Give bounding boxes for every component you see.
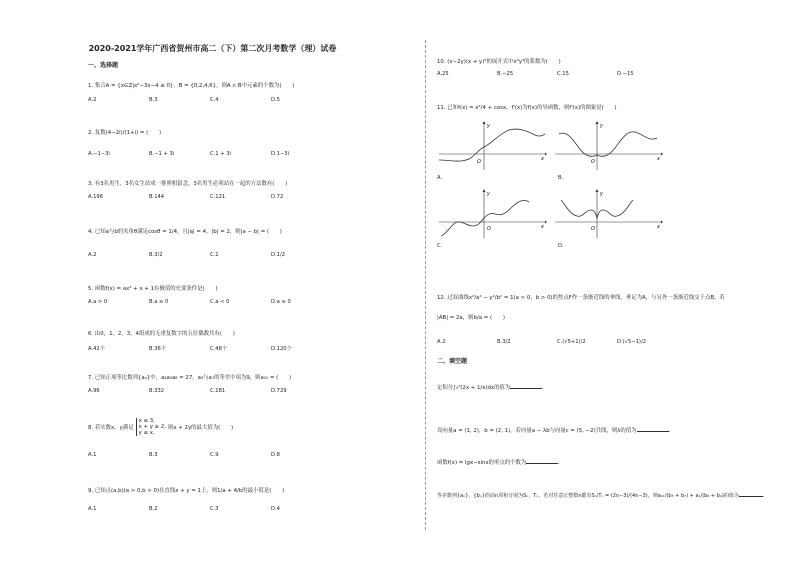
options-6 (88, 345, 332, 352)
graph-a (437, 120, 547, 172)
axis-x-label: x (657, 156, 660, 162)
inequality-2: x + y ≥ 2, (138, 424, 167, 430)
option-c[interactable]: C.(√5+1)/2 (557, 339, 586, 345)
option-c[interactable]: C.48个 (210, 346, 228, 352)
section-fill: 二、填空题 (437, 358, 468, 365)
options-10 (437, 71, 677, 77)
option-d[interactable]: D.(√5−1)/2 (617, 339, 646, 345)
section-choice: 一、选择题 (88, 62, 119, 69)
axis-x-label: x (541, 224, 544, 230)
question-3: 3. 有3名男生，3名女生站成一排照相留念，3名男生必须站在一起的方法数有( ) (88, 181, 288, 187)
question-7: 7. 已知正项等比数列{aₙ}中，a₂a₅a₈ = 27，a₃与a₇的等差中项为9，则a₁₀ = ( ) (88, 375, 292, 381)
option-d[interactable]: D.72 (271, 194, 284, 200)
options-4 (88, 252, 332, 258)
option-b[interactable]: B.144 (149, 194, 165, 200)
origin-label: O (591, 159, 595, 165)
exam-title: 2020-2021学年广西省贺州市高二（下）第二次月考数学（理）试卷 (88, 44, 337, 53)
option-d[interactable]: D.1−3i (271, 151, 290, 157)
options-1 (88, 97, 332, 103)
axis-y-label: y (600, 123, 603, 129)
graph-c (437, 188, 547, 240)
question-4: 4. 已知a与b的夹角θ满足cosθ = 1/4，且|a| = 4，|b| = 2，则|a − b| = ( ) (88, 229, 282, 235)
option-b[interactable]: B.−1 + 3i (149, 151, 175, 157)
option-b[interactable]: B.36个 (149, 346, 166, 352)
question-2: 2. 复数(4−2i)/(1+i) = ( ) (88, 130, 162, 136)
question-11: 11. 已知f(x) = x²/4 + cosx，f'(x)为f(x)的导函数，则f'(x)的图象是( ) (437, 105, 617, 111)
option-b[interactable]: B.a ≥ 0 (149, 299, 169, 305)
option-c[interactable]: C.4 (210, 97, 219, 103)
graph-b-label[interactable]: B. (558, 175, 564, 181)
option-c[interactable]: C.1 (210, 252, 219, 258)
option-a[interactable]: A.196 (88, 194, 104, 200)
fill-text: 设向量a = (1, 2)，b = (2, 1)，若向量a − λb与向量c = (5, −2)共线，则λ的值为 (437, 428, 637, 434)
axis-y-label: y (600, 191, 603, 197)
fill-question-1 (437, 383, 544, 391)
option-b[interactable]: B.2 (149, 506, 158, 512)
option-a[interactable]: A.2 (437, 339, 446, 345)
question-5: 5. 函数f(x) = ax³ + x + 1有极值的充要条件是( ) (88, 286, 218, 292)
question-12: 12. 过双曲线x²/a² − y²/b² = 1(a > 0，b > 0)的焦点F作一条渐近线的垂线，垂足为A，与另外一条渐近线交于点B，若 (437, 295, 725, 301)
option-c[interactable]: C.1 + 3i (210, 151, 231, 157)
fill-end: . (542, 385, 545, 391)
graph-b (553, 120, 663, 172)
question-8-prefix: 8. 若实数x，y满足 (88, 425, 134, 431)
option-b[interactable]: B.−25 (497, 71, 514, 77)
origin-label: O (487, 226, 491, 232)
option-a[interactable]: A.a > 0 (88, 299, 108, 305)
question-9: 9. 已知点(a,b)(a > 0,b > 0)在直线x + y = 1上，则1/a + 4/b的最小值是( ) (88, 488, 285, 494)
fill-end: . (668, 428, 671, 434)
answer-blank[interactable] (526, 458, 561, 466)
option-d[interactable]: D.120个 (271, 346, 292, 352)
option-d[interactable]: D.8 (271, 452, 280, 458)
option-d[interactable]: D.729 (271, 388, 287, 394)
options-2 (88, 151, 332, 157)
option-a[interactable]: A.2 (88, 252, 97, 258)
question-12-line2: |AB| = 2a，则b/a = ( ) (437, 315, 505, 321)
graph-a-label[interactable]: A. (437, 175, 443, 181)
fill-text: 函数f(x) = lgx−sinx的零点的个数为 (437, 460, 527, 466)
question-8 (88, 418, 233, 436)
options-3 (88, 194, 332, 200)
origin-label: O (591, 226, 595, 232)
option-a[interactable]: A.1 (88, 506, 97, 512)
graph-d-label[interactable]: D. (558, 243, 564, 249)
axis-y-label: y (487, 191, 490, 197)
fill-end: . (558, 460, 561, 466)
option-a[interactable]: A.2 (88, 97, 97, 103)
option-b[interactable]: B.332 (149, 388, 165, 394)
axis-y-label: y (487, 123, 490, 129)
answer-blank[interactable] (739, 491, 763, 497)
graph-d (553, 188, 663, 240)
option-c[interactable]: C.181 (210, 388, 226, 394)
fill-end: . (762, 493, 765, 499)
inequality-3: y ≤ x, (138, 430, 155, 436)
options-5 (88, 299, 332, 305)
option-c[interactable]: C.a < 0 (210, 299, 230, 305)
question-1: 1. 集合A = {x∈Z|x²−3x−4 ≤ 0}，B = {0,2,4,6}，则A ∩ B中元素的个数为( ) (88, 83, 295, 89)
options-9 (88, 506, 332, 512)
option-a[interactable]: A.1 (88, 452, 97, 458)
option-b[interactable]: B.3 (149, 97, 158, 103)
option-d[interactable]: D.1/2 (271, 252, 285, 258)
option-b[interactable]: B.3 (149, 452, 158, 458)
question-10: 10. (x−2y)(x + y)⁵的展开式中x³y³的系数为( ) (437, 59, 561, 65)
inequality-system (136, 418, 166, 436)
option-a[interactable]: A.25 (437, 71, 449, 77)
fill-text: 等差数列{aₙ}，{bₙ}的前n项和分别为Sₙ，Tₙ，若对任意正整数n都有Sₙ/Tₙ = (2n−3)/(4n−3)，则a₁₁/(b₅ + b₇) + a₁/(b₈ + b₄)的值为 (437, 493, 739, 499)
question-6: 6. 由0，1，2，3，4组成的无重复数字的五位偶数共有( ) (88, 331, 235, 337)
origin-label: O (477, 159, 481, 165)
option-b[interactable]: B.3/2 (149, 252, 163, 258)
option-c[interactable]: C.3 (210, 506, 219, 512)
options-7 (88, 388, 332, 394)
option-d[interactable]: D.4 (271, 506, 280, 512)
axis-x-label: x (657, 224, 660, 230)
option-d[interactable]: D.−15 (617, 71, 634, 77)
option-a[interactable]: A.−1−3i (88, 151, 110, 157)
fill-text: 定积分∫₀¹(2x + 1/x)dx的值为 (437, 385, 511, 391)
graph-c-label[interactable]: C. (437, 243, 443, 249)
fill-question-3 (437, 458, 560, 466)
answer-blank[interactable] (510, 383, 545, 391)
option-a[interactable]: A.42个 (88, 346, 105, 352)
inequality-1: x ≤ 3, (138, 418, 155, 424)
fill-question-2 (437, 426, 670, 434)
axis-x-label: x (541, 156, 544, 162)
option-b[interactable]: B.3/2 (497, 339, 511, 345)
option-c[interactable]: C.15 (557, 71, 569, 77)
answer-blank[interactable] (637, 426, 669, 432)
column-divider (425, 40, 426, 530)
fill-question-4 (437, 491, 764, 499)
option-d[interactable]: D.5 (271, 97, 280, 103)
options-12 (437, 339, 677, 345)
question-8-suffix: 则x + 2y的最大值为( ) (168, 425, 234, 431)
option-a[interactable]: A.96 (88, 388, 100, 394)
option-c[interactable]: C.9 (210, 452, 219, 458)
option-c[interactable]: C.121 (210, 194, 226, 200)
options-8 (88, 452, 332, 458)
option-d[interactable]: D.a ≤ 0 (271, 299, 291, 305)
